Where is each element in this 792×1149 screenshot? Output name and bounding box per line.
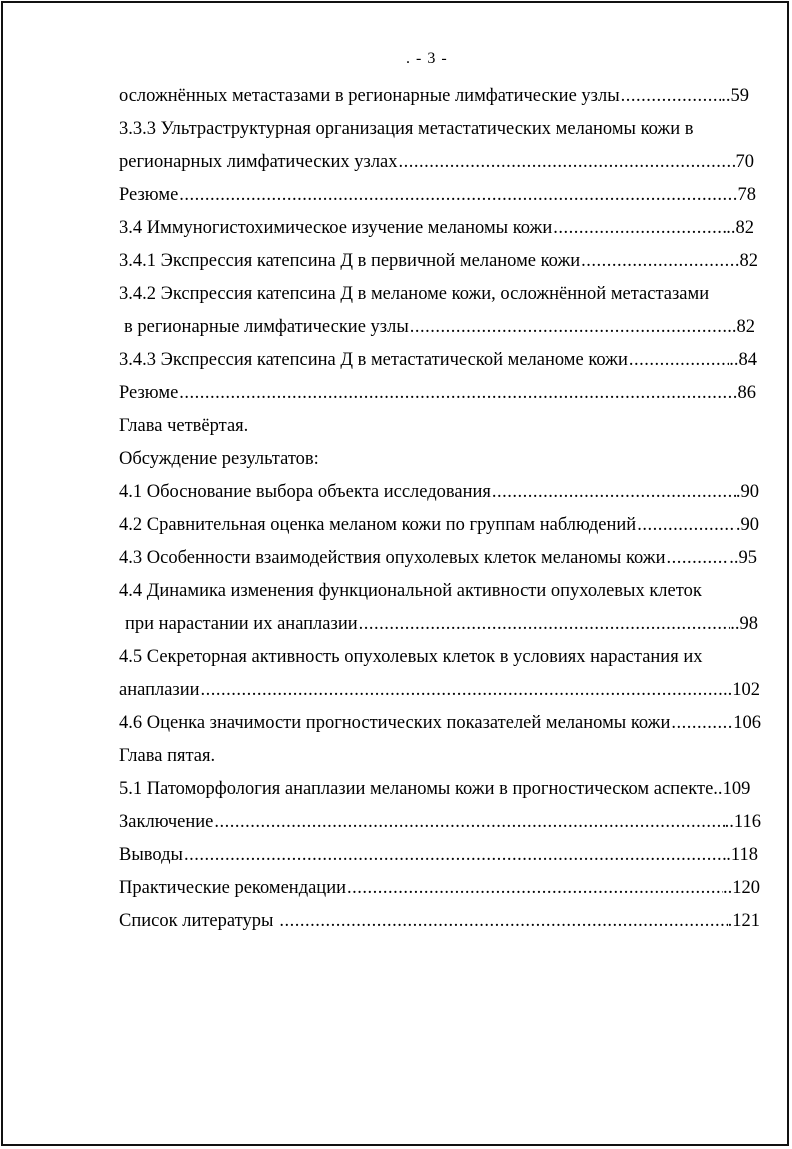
toc-line xyxy=(119,249,758,273)
toc-leader-dots xyxy=(214,810,724,834)
toc-line xyxy=(119,546,757,570)
toc-page-number: ..120 xyxy=(723,878,760,898)
toc-line xyxy=(119,810,761,834)
toc-line xyxy=(119,513,759,537)
toc-page-number: ..59 xyxy=(721,86,749,106)
section-heading: Обсуждение результатов: xyxy=(119,449,319,469)
toc-leader-dots xyxy=(492,480,736,504)
toc-page-number: .121 xyxy=(727,911,760,931)
toc-line xyxy=(119,744,519,768)
toc-line-text: 5.1 Патоморфология анаплазии меланомы кожи в прогностическом аспекте.. xyxy=(119,779,723,799)
toc-page-number: ..82 xyxy=(726,218,754,238)
toc-line xyxy=(119,777,762,801)
toc-line-text: Выводы xyxy=(119,845,183,865)
toc-leader-dots xyxy=(671,711,733,735)
toc-line xyxy=(119,480,759,504)
toc-line-text: 3.4.1 Экспрессия катепсина Д в первичной меланоме кожи xyxy=(119,251,581,271)
toc-line-text: регионарных лимфатических узлах xyxy=(119,152,398,172)
toc-leader-dots xyxy=(184,843,726,867)
toc-line-text: Резюме xyxy=(119,185,179,205)
toc-line-text: 4.3 Особенности взаимодействия опухолевых клеток меланомы кожи xyxy=(119,548,666,568)
toc-line-text: 4.6 Оценка значимости прогностических показателей меланомы кожи xyxy=(119,713,671,733)
toc-page-number: .118 xyxy=(726,845,758,865)
toc-leader-dots xyxy=(201,678,723,702)
toc-line xyxy=(119,117,739,141)
toc-line-text: при нарастании их анаплазии xyxy=(125,614,358,634)
toc-line-text: 3.4 Иммуногистохимическое изучение меланомы кожи xyxy=(119,218,553,238)
toc-line xyxy=(119,216,754,240)
toc-line xyxy=(119,645,739,669)
toc-leader-dots xyxy=(621,84,722,108)
toc-page-number: 70 xyxy=(735,152,754,172)
toc-page-number: ..82 xyxy=(727,317,755,337)
toc-line-text: 3.4.3 Экспрессия катепсина Д в метастатической меланоме кожи xyxy=(119,350,628,370)
toc-line xyxy=(119,150,754,174)
toc-page-number: 106 xyxy=(733,713,761,733)
toc-page-number: 86 xyxy=(737,383,756,403)
toc-leader-dots xyxy=(553,216,726,240)
toc-line xyxy=(119,348,757,372)
toc-line-text: 3.3.3 Ультраструктурная организация метастатических меланомы кожи в xyxy=(119,119,694,139)
toc-page-number: ..95 xyxy=(729,548,757,568)
toc-line-text: Практические рекомендации xyxy=(119,878,347,898)
toc-line-text: Список литературы xyxy=(119,911,274,931)
toc-line-text: 3.4.2 Экспрессия катепсина Д в меланоме кожи, осложнённой метастазами xyxy=(119,284,710,304)
toc-line xyxy=(119,678,760,702)
toc-line xyxy=(119,711,761,735)
toc-line-text: в регионарные лимфатические узлы xyxy=(124,317,409,337)
toc-line xyxy=(119,447,519,471)
toc-page-number: ..116 xyxy=(724,812,761,832)
toc-line xyxy=(119,183,756,207)
toc-leader-dots xyxy=(410,315,727,339)
toc-line-text: Резюме xyxy=(119,383,179,403)
toc-line xyxy=(119,414,519,438)
toc-line xyxy=(119,843,758,867)
toc-page-number: .82 xyxy=(734,251,758,271)
toc-line xyxy=(119,282,739,306)
toc-page-number: .90 xyxy=(735,515,759,535)
chapter-heading: Глава пятая. xyxy=(119,746,216,766)
toc-line xyxy=(124,315,755,339)
toc-line xyxy=(119,909,760,933)
toc-line xyxy=(119,876,760,900)
toc-page-number: 78 xyxy=(737,185,756,205)
toc-leader-dots xyxy=(179,183,737,207)
toc-page-number: ..84 xyxy=(729,350,757,370)
toc-leader-dots xyxy=(666,546,729,570)
toc-line-text: 4.2 Сравнительная оценка меланом кожи по группам наблюдений xyxy=(119,515,637,535)
toc-line-text: 4.1 Обоснование выбора объекта исследования xyxy=(119,482,491,502)
toc-line-text: 4.5 Секреторная активность опухолевых клеток в условиях нарастания их xyxy=(119,647,703,667)
toc-line-text: Заключение xyxy=(119,812,214,832)
toc-leader-dots xyxy=(629,348,729,372)
page-number: . - 3 - xyxy=(406,50,448,67)
chapter-heading: Глава четвёртая. xyxy=(119,416,249,436)
toc-leader-dots xyxy=(279,909,727,933)
toc-line xyxy=(119,381,756,405)
toc-leader-dots xyxy=(359,612,731,636)
toc-leader-dots xyxy=(347,876,723,900)
toc-page-number: .90 xyxy=(735,482,759,502)
toc-leader-dots xyxy=(581,249,735,273)
toc-leader-dots xyxy=(399,150,736,174)
toc-line-text: анаплазии xyxy=(119,680,200,700)
toc-page-number: 109 xyxy=(722,779,751,799)
toc-leader-dots xyxy=(179,381,737,405)
toc-leader-dots xyxy=(637,513,736,537)
toc-line-text: осложнённых метастазами в регионарные лимфатические узлы xyxy=(119,86,620,106)
toc-line-text: 4.4 Динамика изменения функциональной активности опухолевых клеток xyxy=(119,581,702,601)
toc-line xyxy=(119,84,749,108)
toc-page-number: ..98 xyxy=(730,614,758,634)
toc-line xyxy=(119,579,739,603)
toc-line xyxy=(125,612,758,636)
toc-page-number: ..102 xyxy=(723,680,760,700)
